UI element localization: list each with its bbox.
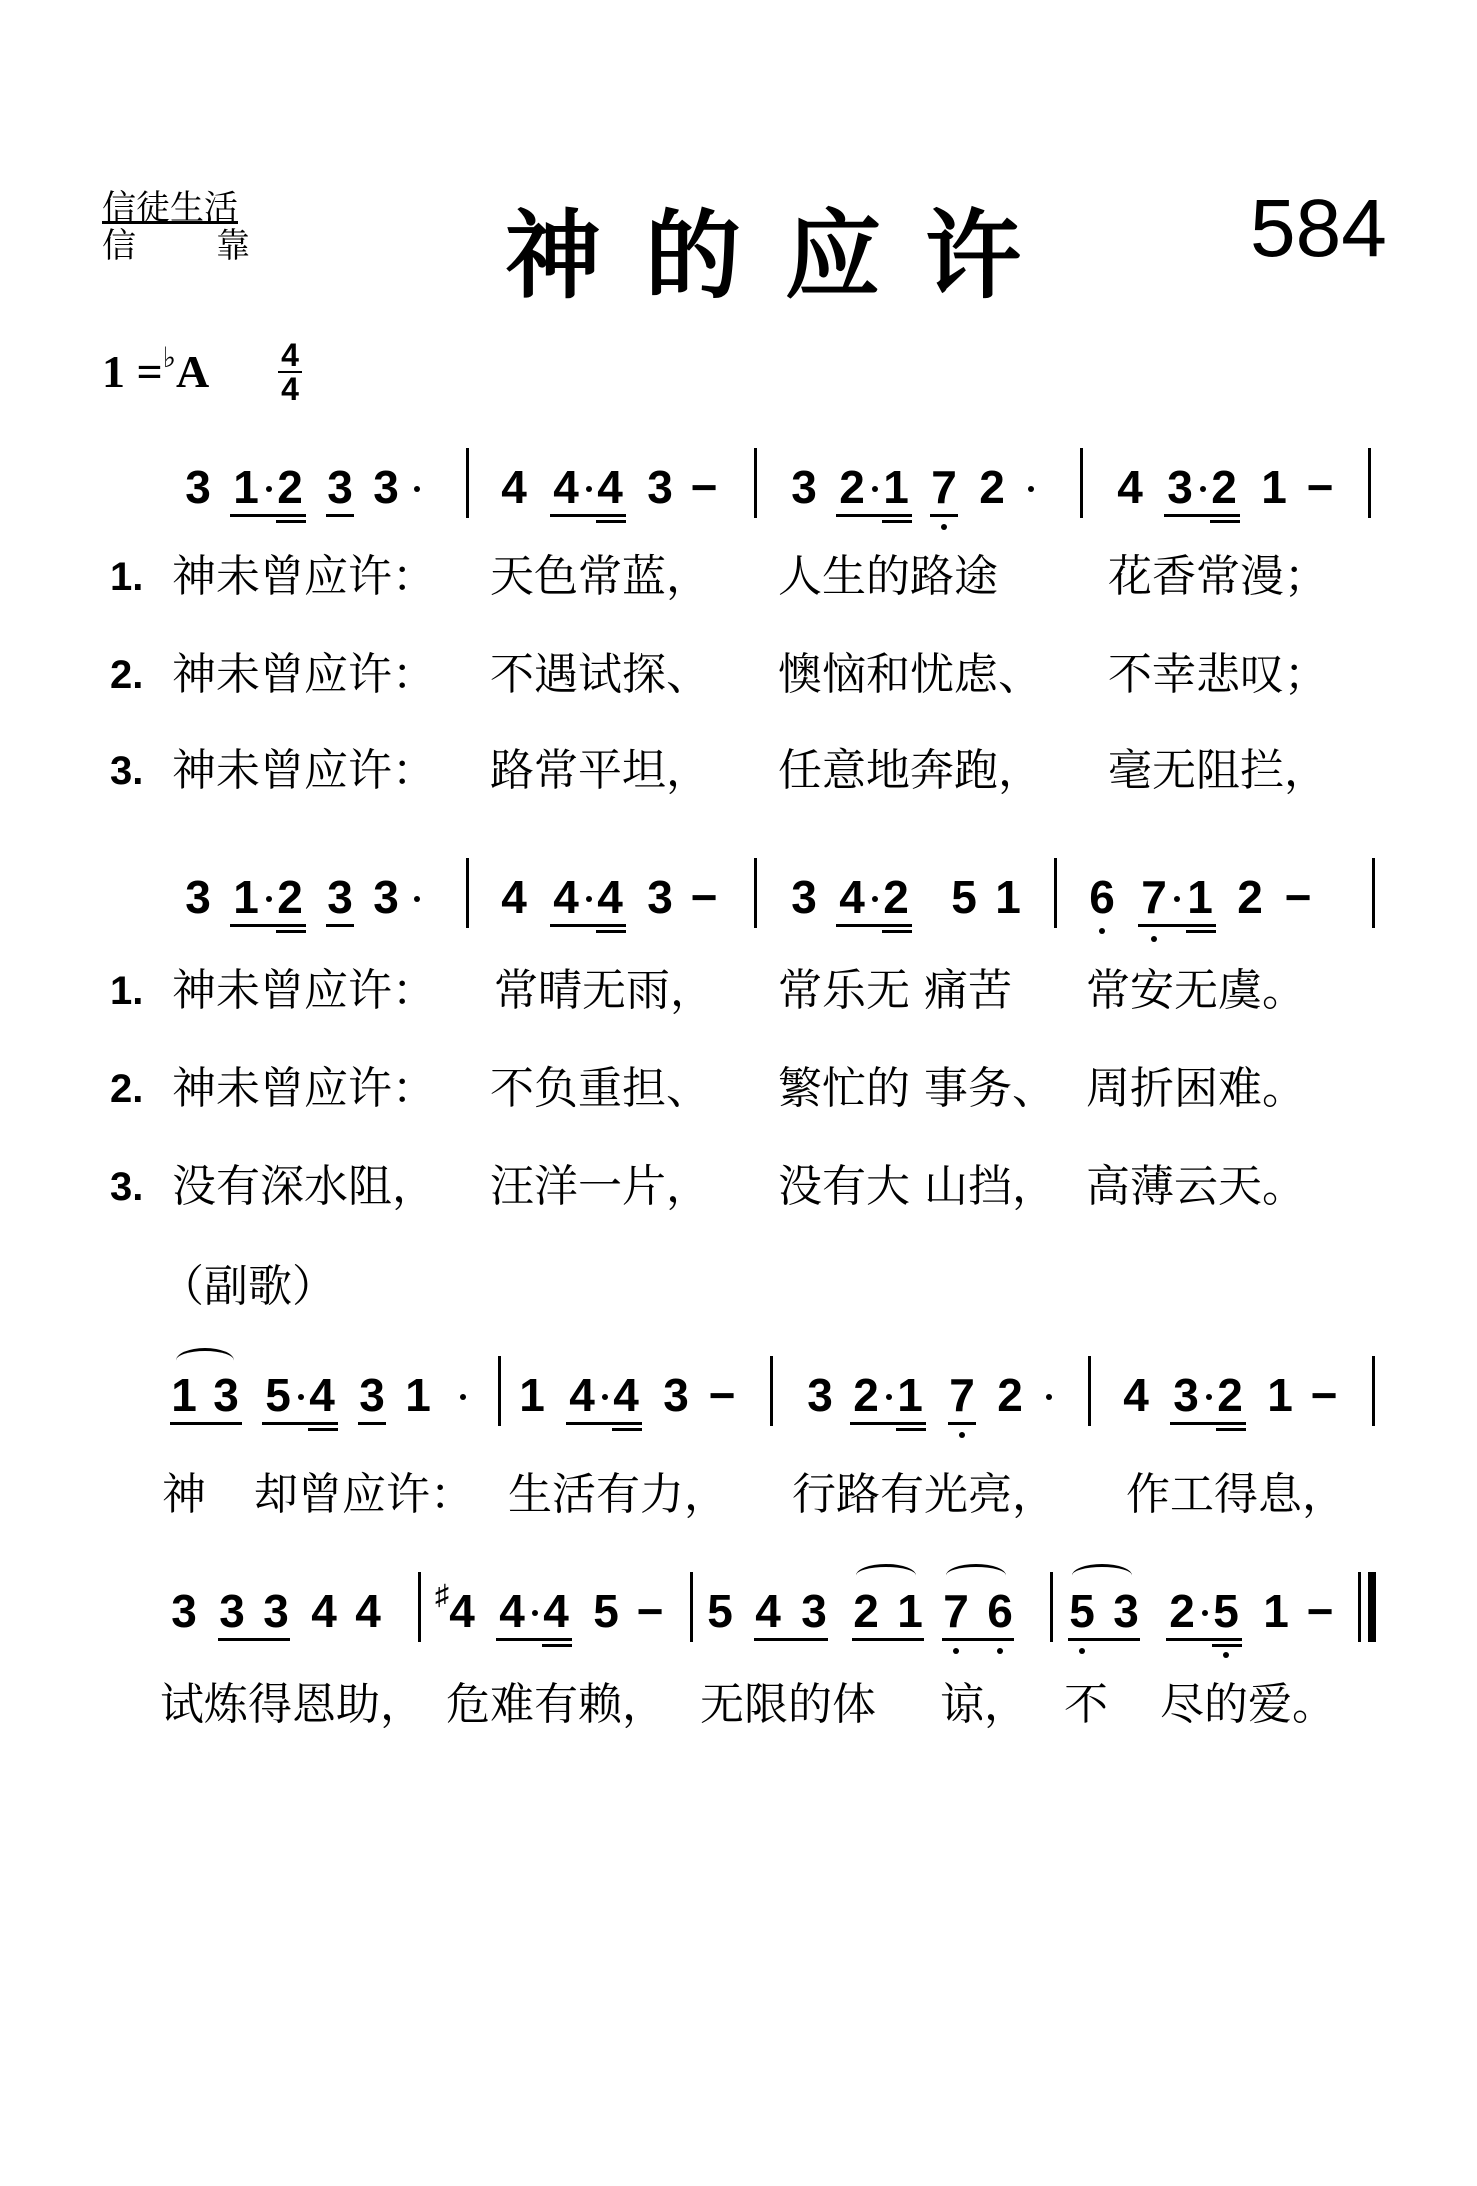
low-octave-dot bbox=[1223, 1652, 1229, 1658]
underline bbox=[1170, 1422, 1246, 1425]
note: 2 bbox=[979, 461, 1005, 513]
underline bbox=[1068, 1638, 1140, 1641]
note: − bbox=[636, 1585, 664, 1637]
note: 3 bbox=[791, 871, 817, 923]
underline bbox=[882, 930, 912, 933]
lyric: 尽的爱。 bbox=[1160, 1679, 1336, 1730]
lyric: 试炼得恩助， bbox=[160, 1679, 424, 1730]
verse-number: 2. bbox=[110, 653, 144, 697]
note: − bbox=[1306, 1585, 1334, 1637]
note: − bbox=[690, 461, 718, 513]
note: 4 bbox=[755, 1585, 781, 1637]
low-octave-dot bbox=[1079, 1648, 1085, 1654]
underline bbox=[230, 514, 306, 517]
note: 2 bbox=[1217, 1369, 1243, 1421]
note: 6 bbox=[1089, 871, 1115, 923]
lyric: 无限的体 bbox=[700, 1679, 876, 1730]
underline bbox=[1164, 514, 1240, 517]
note: 5 bbox=[1069, 1585, 1095, 1637]
aug-dot bbox=[1174, 896, 1180, 902]
underline bbox=[326, 924, 354, 927]
lyric: 汪洋一片， bbox=[490, 1161, 710, 1212]
note: 4 bbox=[501, 871, 527, 923]
note: 4 bbox=[839, 871, 865, 923]
bar-line bbox=[690, 1572, 693, 1642]
bar-line bbox=[1372, 858, 1375, 928]
note: 3 bbox=[171, 1585, 197, 1637]
note: 4 bbox=[1123, 1369, 1149, 1421]
verse-number: 1. bbox=[110, 555, 144, 599]
aug-dot bbox=[586, 896, 592, 902]
lyric: 不遇试探、 bbox=[490, 649, 710, 700]
note: 2 bbox=[883, 871, 909, 923]
aug-dot bbox=[872, 896, 878, 902]
lyric: 不负重担、 bbox=[490, 1063, 710, 1114]
low-octave-dot bbox=[1099, 928, 1105, 934]
note: 1 bbox=[1263, 1585, 1289, 1637]
bar-line bbox=[1050, 1572, 1053, 1642]
note: 1 bbox=[233, 871, 259, 923]
verse-number: 1. bbox=[110, 969, 144, 1013]
underline bbox=[218, 1638, 290, 1641]
lyric: 没有大 山挡， bbox=[778, 1161, 1056, 1212]
lyric: 生活有力， bbox=[508, 1469, 728, 1520]
note: − bbox=[1284, 871, 1312, 923]
lyric: 神未曾应许： bbox=[172, 649, 436, 700]
end-bar-thin bbox=[1358, 1572, 1361, 1642]
bar-line bbox=[770, 1356, 773, 1426]
hymn-number: 584 bbox=[1250, 183, 1387, 274]
slur bbox=[1072, 1564, 1132, 1587]
low-octave-dot bbox=[941, 524, 947, 530]
aug-dot bbox=[602, 1394, 608, 1400]
aug-dot bbox=[460, 1394, 466, 1400]
underline bbox=[230, 924, 306, 927]
underline bbox=[850, 1422, 926, 1425]
verse-number: 3. bbox=[110, 1165, 144, 1209]
note: 2 bbox=[277, 871, 303, 923]
aug-dot bbox=[298, 1394, 304, 1400]
underline bbox=[836, 514, 912, 517]
bar-line bbox=[498, 1356, 501, 1426]
lyric: 常安无虞。 bbox=[1086, 965, 1306, 1016]
lyric: 周折困难。 bbox=[1086, 1063, 1306, 1114]
note: − bbox=[690, 871, 718, 923]
note: 2 bbox=[1237, 871, 1263, 923]
lyric: 毫无阻拦， bbox=[1108, 745, 1328, 796]
note: 3 bbox=[801, 1585, 827, 1637]
underline bbox=[1186, 930, 1216, 933]
note: 3 bbox=[663, 1369, 689, 1421]
underline bbox=[754, 1638, 828, 1641]
note: 7 bbox=[1141, 871, 1167, 923]
sharp-icon: ♯ bbox=[435, 1579, 449, 1610]
underline bbox=[596, 930, 626, 933]
note: 4 bbox=[355, 1585, 381, 1637]
note: 4 bbox=[543, 1585, 569, 1637]
lyric: 常晴无雨， bbox=[494, 965, 714, 1016]
key-note: A bbox=[175, 346, 210, 397]
note: 3 bbox=[647, 461, 673, 513]
underline bbox=[612, 1428, 642, 1431]
lyric: 人生的路途 bbox=[778, 551, 998, 602]
category-secondary-b: 靠 bbox=[216, 226, 250, 266]
aug-dot bbox=[1200, 486, 1206, 492]
aug-dot bbox=[586, 486, 592, 492]
lyric: 常乐无 痛苦 bbox=[778, 965, 1012, 1016]
underline bbox=[308, 1428, 338, 1431]
note: 1 bbox=[519, 1369, 545, 1421]
bar-line bbox=[1088, 1356, 1091, 1426]
note: 1 bbox=[897, 1585, 923, 1637]
note: 4 bbox=[309, 1369, 335, 1421]
lyric: 懊恼和忧虑、 bbox=[778, 649, 1042, 700]
lyric: 神未曾应许： bbox=[172, 1063, 436, 1114]
lyric: 谅， bbox=[940, 1679, 1028, 1730]
underline bbox=[948, 1422, 976, 1425]
end-bar-thick bbox=[1368, 1572, 1376, 1642]
note: 3 bbox=[647, 871, 673, 923]
underline bbox=[896, 1428, 926, 1431]
underline bbox=[836, 924, 912, 927]
lyric: 危难有赖， bbox=[446, 1679, 666, 1730]
note: 1 bbox=[1267, 1369, 1293, 1421]
underline bbox=[882, 520, 912, 523]
note: 3 bbox=[263, 1585, 289, 1637]
underline bbox=[852, 1638, 924, 1641]
note: − bbox=[1310, 1369, 1338, 1421]
category-primary: 信徒生活 bbox=[102, 188, 238, 228]
underline bbox=[276, 520, 306, 523]
key-prefix: 1 = bbox=[102, 346, 163, 397]
note: 3 bbox=[373, 461, 399, 513]
lyric: 作工得息， bbox=[1126, 1469, 1346, 1520]
note: 2 bbox=[853, 1585, 879, 1637]
underline bbox=[358, 1422, 386, 1425]
time-signature bbox=[273, 337, 307, 407]
aug-dot bbox=[266, 486, 272, 492]
low-octave-dot bbox=[959, 1432, 965, 1438]
aug-dot bbox=[532, 1610, 538, 1616]
aug-dot bbox=[266, 896, 272, 902]
note: 3 bbox=[185, 871, 211, 923]
lyric: 高薄云天。 bbox=[1086, 1161, 1306, 1212]
time-bottom: 4 bbox=[281, 371, 299, 407]
verse-number: 3. bbox=[110, 749, 144, 793]
note: 2 bbox=[997, 1369, 1023, 1421]
note: 2 bbox=[277, 461, 303, 513]
lyric: 繁忙的 事务、 bbox=[778, 1063, 1056, 1114]
aug-dot bbox=[1028, 486, 1034, 492]
low-octave-dot bbox=[1151, 936, 1157, 942]
low-octave-dot bbox=[953, 1648, 959, 1654]
note: 3 bbox=[359, 1369, 385, 1421]
underline bbox=[1216, 1428, 1246, 1431]
bar-line bbox=[754, 858, 757, 928]
note: 5 bbox=[951, 871, 977, 923]
lyric: 神 bbox=[162, 1469, 206, 1520]
note: 3 bbox=[219, 1585, 245, 1637]
aug-dot bbox=[1202, 1610, 1208, 1616]
note: 1 bbox=[171, 1369, 197, 1421]
note: 4 bbox=[613, 1369, 639, 1421]
note: 3 bbox=[1113, 1585, 1139, 1637]
note: 3 bbox=[373, 871, 399, 923]
note: − bbox=[708, 1369, 736, 1421]
underline bbox=[1166, 1638, 1242, 1641]
underline bbox=[566, 1422, 642, 1425]
note: 1 bbox=[405, 1369, 431, 1421]
underline bbox=[596, 520, 626, 523]
note: 2 bbox=[853, 1369, 879, 1421]
bar-line bbox=[754, 448, 757, 518]
note: 3 bbox=[1167, 461, 1193, 513]
note: 2 bbox=[1169, 1585, 1195, 1637]
underline bbox=[326, 514, 354, 517]
lyric: 神未曾应许： bbox=[172, 965, 436, 1016]
note: 4 bbox=[311, 1585, 337, 1637]
verse-number: 2. bbox=[110, 1067, 144, 1111]
aug-dot bbox=[1206, 1394, 1212, 1400]
note: 2 bbox=[1211, 461, 1237, 513]
slur bbox=[946, 1564, 1006, 1587]
lyric: 行路有光亮， bbox=[792, 1469, 1056, 1520]
bar-line bbox=[1372, 1356, 1375, 1426]
flat-icon: ♭ bbox=[162, 343, 176, 374]
note: 7 bbox=[949, 1369, 975, 1421]
time-top: 4 bbox=[281, 337, 299, 373]
underline bbox=[496, 1638, 572, 1641]
underline bbox=[550, 924, 626, 927]
bar-line bbox=[466, 448, 469, 518]
note: 3 bbox=[327, 871, 353, 923]
aug-dot bbox=[872, 486, 878, 492]
note: 1 bbox=[995, 871, 1021, 923]
lyric: 不 bbox=[1064, 1679, 1108, 1730]
bar-line bbox=[466, 858, 469, 928]
note: 4 bbox=[553, 871, 579, 923]
lyric: 花香常漫； bbox=[1108, 551, 1328, 602]
bar-line bbox=[1080, 448, 1083, 518]
note: 5 bbox=[707, 1585, 733, 1637]
note: 1 bbox=[1261, 461, 1287, 513]
note: 5 bbox=[265, 1369, 291, 1421]
underline bbox=[1210, 520, 1240, 523]
lyric: 路常平坦， bbox=[490, 745, 710, 796]
lyric: 任意地奔跑， bbox=[778, 745, 1042, 796]
aug-dot bbox=[1046, 1394, 1052, 1400]
note: 4 bbox=[1117, 461, 1143, 513]
note: 4 bbox=[499, 1585, 525, 1637]
note: 7 bbox=[943, 1585, 969, 1637]
bar-line bbox=[1368, 448, 1371, 518]
note: 3 bbox=[791, 461, 817, 513]
note: 3 bbox=[327, 461, 353, 513]
underline bbox=[276, 930, 306, 933]
lyric: 却曾应许： bbox=[254, 1469, 474, 1520]
note: 2 bbox=[839, 461, 865, 513]
note: 3 bbox=[185, 461, 211, 513]
note: 4 bbox=[449, 1585, 475, 1637]
underline bbox=[550, 514, 626, 517]
bar-line bbox=[1054, 858, 1057, 928]
note: 6 bbox=[987, 1585, 1013, 1637]
underline bbox=[262, 1422, 338, 1425]
category-secondary-a: 信 bbox=[102, 226, 136, 266]
lyric: 天色常蓝， bbox=[490, 551, 710, 602]
note: 4 bbox=[553, 461, 579, 513]
lyric: 没有深水阻， bbox=[172, 1161, 436, 1212]
note: 5 bbox=[1213, 1585, 1239, 1637]
low-octave-dot bbox=[997, 1648, 1003, 1654]
underline bbox=[1212, 1644, 1242, 1647]
aug-dot bbox=[886, 1394, 892, 1400]
note: 4 bbox=[501, 461, 527, 513]
note: 3 bbox=[1173, 1369, 1199, 1421]
note: 3 bbox=[807, 1369, 833, 1421]
lyric: 神未曾应许： bbox=[172, 551, 436, 602]
aug-dot bbox=[414, 486, 420, 492]
note: 5 bbox=[593, 1585, 619, 1637]
underline bbox=[170, 1422, 242, 1425]
note: 3 bbox=[213, 1369, 239, 1421]
note: 1 bbox=[233, 461, 259, 513]
lyric: 神未曾应许： bbox=[172, 745, 436, 796]
lyric: 不幸悲叹； bbox=[1108, 649, 1328, 700]
underline bbox=[542, 1644, 572, 1647]
note: 1 bbox=[897, 1369, 923, 1421]
hymn-title: 神的应许 bbox=[505, 200, 1065, 312]
underline bbox=[942, 1638, 1014, 1641]
note: 1 bbox=[883, 461, 909, 513]
key-signature bbox=[102, 345, 209, 398]
note: 1 bbox=[1187, 871, 1213, 923]
note: 4 bbox=[597, 461, 623, 513]
note: − bbox=[1306, 461, 1334, 513]
aug-dot bbox=[414, 896, 420, 902]
underline bbox=[930, 514, 958, 517]
note: 4 bbox=[569, 1369, 595, 1421]
bar-line bbox=[418, 1572, 421, 1642]
note: 7 bbox=[931, 461, 957, 513]
slur bbox=[856, 1564, 916, 1587]
underline bbox=[1138, 924, 1216, 927]
note: 4 bbox=[597, 871, 623, 923]
chorus-label: （副歌） bbox=[160, 1261, 336, 1312]
